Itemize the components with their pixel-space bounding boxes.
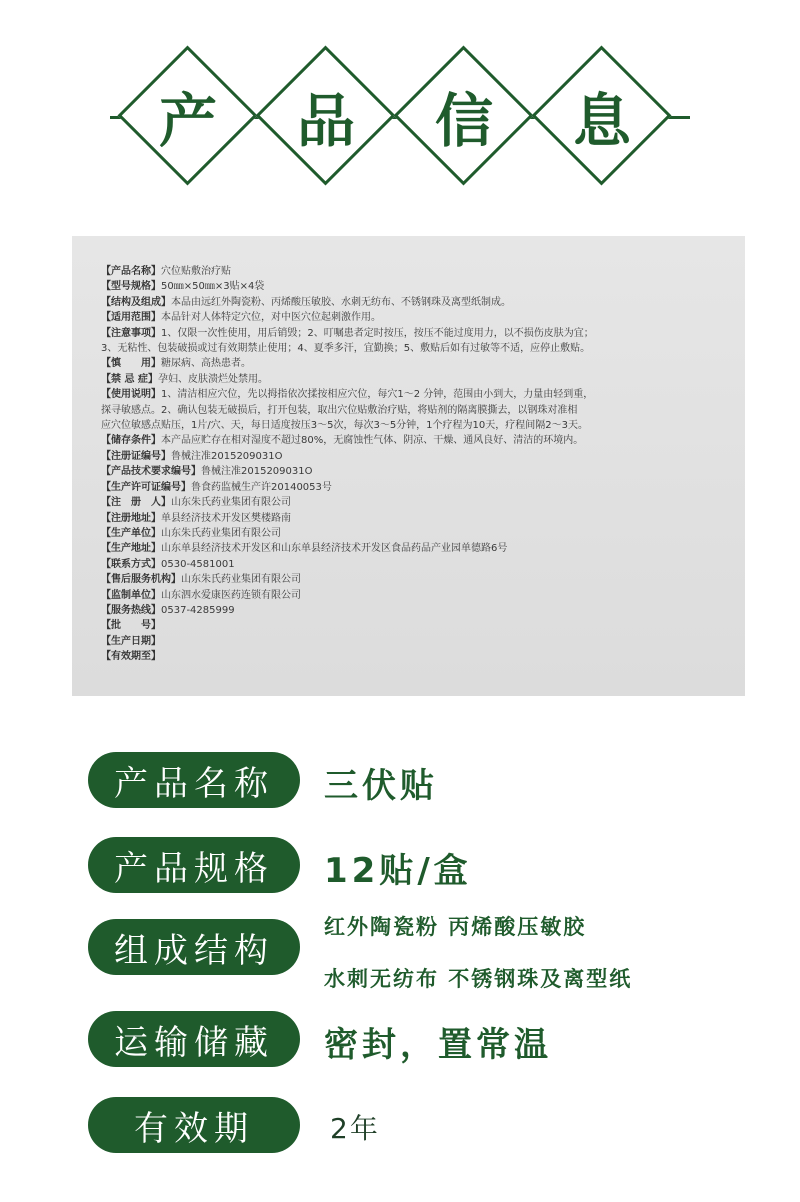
label-row: 【生产日期】: [101, 635, 161, 647]
label-row: 【型号规格】50㎜×50㎜×3贴×4袋: [101, 281, 265, 293]
header-char-2: 品: [296, 87, 355, 155]
label-row: 【产品名称】穴位贴敷治疗贴: [101, 266, 231, 277]
header-char-4: 息: [572, 87, 631, 155]
header-banner: [0, 0, 800, 220]
label-row: 【生产许可证编号】鲁食药监械生产许20140053号: [101, 481, 332, 493]
label-row: 【批 号】: [101, 620, 161, 632]
product-label-card: [72, 236, 745, 696]
label-row: 【注册证编号】鲁械注准2015209031O: [101, 450, 283, 462]
label-row: 【注 册 人】山东朱氏药业集团有限公司: [101, 497, 291, 509]
expiry-value: 2年: [330, 1112, 380, 1145]
label-row: 【联系方式】0530-4581001: [101, 558, 235, 570]
label-row: 【储存条件】本产品应贮存在相对湿度不超过80%，无腐蚀性气体、阴凉、干燥、通风良好、清洁的环境内。: [101, 435, 584, 447]
header-diamond-4: [532, 46, 672, 186]
storage-pill: 运输储藏: [88, 1011, 300, 1067]
label-row: 【注册地址】单县经济技术开发区樊楼路南: [101, 512, 291, 524]
label-row: 【适用范围】本品针对人体特定穴位，对中医穴位起刺激作用。: [101, 312, 381, 324]
expiry-pill: 有效期: [88, 1097, 300, 1153]
label-row: 【监制单位】山东泗水爱康医药连锁有限公司: [101, 589, 301, 601]
label-row: 【使用说明】1、清洁相应穴位，先以拇指依次揉按相应穴位，每穴1～2 分钟，范围由小到大，力量由轻到重，: [101, 389, 594, 401]
label-row: 【生产单位】山东朱氏药业集团有限公司: [101, 527, 281, 539]
composition-value-line2: 水刺无纺布 不锈钢珠及离型纸: [324, 967, 633, 991]
label-row: 【服务热线】0537-4285999: [101, 604, 235, 616]
label-row: 【结构及组成】本品由远红外陶瓷粉、丙烯酸压敏胶、水刺无纺布、不锈钢珠及离型纸制成。: [101, 296, 511, 308]
label-row: 【有效期至】: [101, 651, 161, 663]
header-char-3: 信: [434, 87, 493, 155]
label-row: 【注意事项】1、仅限一次性使用，用后销毁；2、叮嘱患者定时按压，按压不能过度用力，以不损伤皮肤为宜；: [101, 327, 594, 339]
label-row: 【生产地址】山东单县经济技术开发区和山东单县经济技术开发区食品药品产业园单德路6号: [101, 543, 508, 555]
label-row: 探寻敏感点。2、确认包装无破损后，打开包装，取出穴位贴敷治疗贴，将贴剂的隔离膜撕去，以钢珠对准相: [101, 404, 578, 416]
header-diamond-1: [118, 46, 258, 186]
product-name-value: 三伏贴: [324, 766, 438, 806]
product-name-pill: 产品名称: [88, 752, 300, 808]
label-row: 应穴位敏感点贴压，1片/穴、天，每日适度按压3～5次，每次3～5分钟，1个疗程为10天，疗程间隔2～3天。: [101, 420, 588, 432]
label-row: 3、无粘性、包装破损或过有效期禁止使用；4、夏季多汗，宜勤换；5、敷贴后如有过敏等不适，应停止敷贴。: [101, 343, 591, 355]
composition-value-line1: 红外陶瓷粉 丙烯酸压敏胶: [324, 915, 587, 939]
label-row: 【禁 忌 症】孕妇、皮肤溃烂处禁用。: [101, 373, 268, 385]
header-diamond-2: [256, 46, 396, 186]
storage-value: 密封，置常温: [324, 1025, 552, 1065]
header-char-1: 产: [158, 87, 217, 155]
label-row: 【产品技术要求编号】鲁械注准2015209031O: [101, 466, 313, 478]
label-row: 【售后服务机构】山东朱氏药业集团有限公司: [101, 574, 301, 586]
spec-pill: 产品规格: [88, 837, 300, 893]
label-row: 【慎 用】糖尿病、高热患者。: [101, 358, 251, 370]
header-diamond-3: [394, 46, 534, 186]
composition-pill: 组成结构: [88, 919, 300, 975]
spec-value: 12贴/盒: [324, 851, 472, 891]
